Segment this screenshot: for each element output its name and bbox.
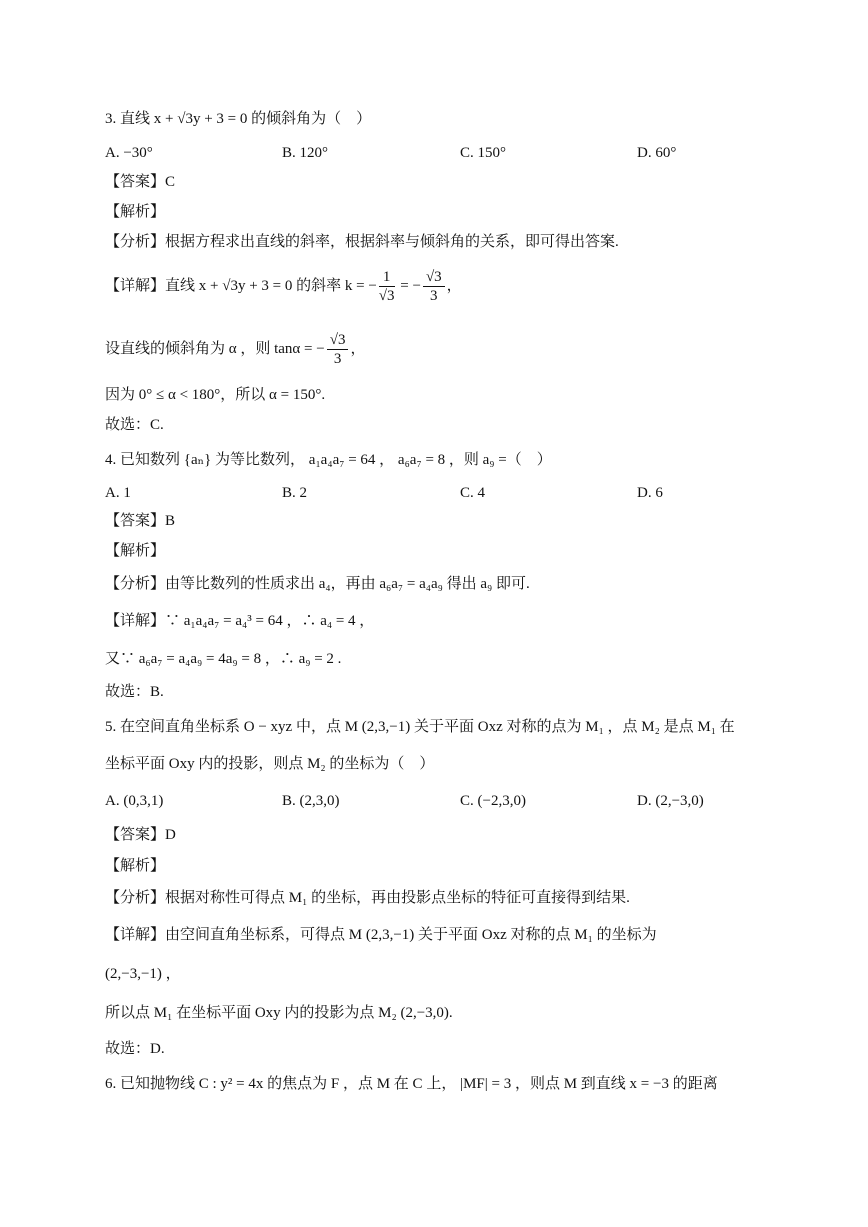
q6-stem: 6. 已知抛物线 C : y² = 4x 的焦点为 F ，点 M 在 C 上， |MF| = 3 ，则点 M 到直线 x = −3 的距离 [105,1076,718,1092]
q3-fraction-3 [327,331,349,368]
q4-answer: 【答案】B [105,513,176,529]
q3-range-line: 因为 0° ≤ α < 180°，所以 α = 150°. [105,387,326,403]
q4-option-a: A. 1 [105,485,131,501]
q5-stem-line2: 坐标平面 Oxy 内的投影，则点 M₂ 的坐标为（ ） [105,756,435,772]
fraction-denominator: 3 [430,288,438,305]
q3-option-d: D. 60° [637,145,677,161]
fraction-denominator: 3 [333,351,342,368]
q4-option-c: C. 4 [460,485,486,501]
q5-option-d: D. (2,−3,0) [637,793,704,809]
q3-comma: ， [446,278,462,294]
q4-line2: 又∵ a₆a₇ = a₄a₉ = 4a₉ = 8 ，∴ a₉ = 2 . [105,651,342,667]
q5-jiexi: 【解析】 [105,858,166,874]
q5-line2: (2,−3,−1) ， [105,966,181,982]
q5-line3: 所以点 M₁ 在坐标平面 Oxy 内的投影为点 M₂ (2,−3,0). [105,1005,453,1021]
q3-fenxi: 【分析】根据方程求出直线的斜率，根据斜率与倾斜角的关系，即可得出答案. [105,234,619,250]
q3-jiexi: 【解析】 [105,204,166,220]
q5-option-b: B. (2,3,0) [282,793,340,809]
q3-option-b: B. 120° [282,145,329,161]
q5-stem-line1: 5. 在空间直角坐标系 O − xyz 中，点 M (2,3,−1) 关于平面 Oxz 对称的点为 M₁ ，点 M₂ 是点 M₁ 在 [105,719,735,735]
q4-option-b: B. 2 [282,485,308,501]
q3-option-c: C. 150° [460,145,507,161]
q5-option-c: C. (−2,3,0) [460,793,526,809]
q3-option-a: A. −30° [105,145,153,161]
fraction-denominator: √3 [378,288,395,305]
q3-choice: 故选：C. [105,417,164,433]
q4-stem: 4. 已知数列 {aₙ} 为等比数列， a₁a₄a₇ = 64 ， a₆a₇ = 8 ，则 a₉ =（ ） [105,452,552,468]
q3-tan-prefix: 设直线的倾斜角为 α ，则 tanα = − [105,341,325,357]
q3-xiangjie-prefix: 【详解】直线 x + √3y + 3 = 0 的斜率 k = − [105,278,377,294]
fraction-numerator: √3 [423,268,445,287]
q4-xiangjie: 【详解】∵ a₁a₄a₇ = a₄³ = 64 ，∴ a₄ = 4 ， [105,613,375,629]
q5-answer: 【答案】D [105,827,176,843]
q5-fenxi: 【分析】根据对称性可得点 M₁ 的坐标，再由投影点坐标的特征可直接得到结果. [105,890,630,906]
q4-jiexi: 【解析】 [105,543,166,559]
q3-eq-mid: = − [396,278,421,294]
q3-tan-comma: ， [350,341,366,357]
fraction-numerator: √3 [327,331,349,350]
q5-option-a: A. (0,3,1) [105,793,164,809]
q3-xiangjie [105,264,462,308]
q5-xiangjie: 【详解】由空间直角坐标系，可得点 M (2,3,−1) 关于平面 Oxz 对称的点 M₁ 的坐标为 [105,927,657,943]
q3-tan-line [105,327,365,371]
q4-fenxi: 【分析】由等比数列的性质求出 a₄，再由 a₆a₇ = a₄a₉ 得出 a₉ 即可. [105,576,530,592]
q4-option-d: D. 6 [637,485,663,501]
q3-fraction-2 [423,268,445,305]
q3-stem: 3. 直线 x + √3y + 3 = 0 的倾斜角为（ ） [105,111,372,127]
q5-choice: 故选：D. [105,1041,165,1057]
q3-fraction-1 [379,268,395,305]
fraction-numerator: 1 [379,268,395,287]
q3-answer: 【答案】C [105,174,176,190]
q4-choice: 故选：B. [105,684,164,700]
